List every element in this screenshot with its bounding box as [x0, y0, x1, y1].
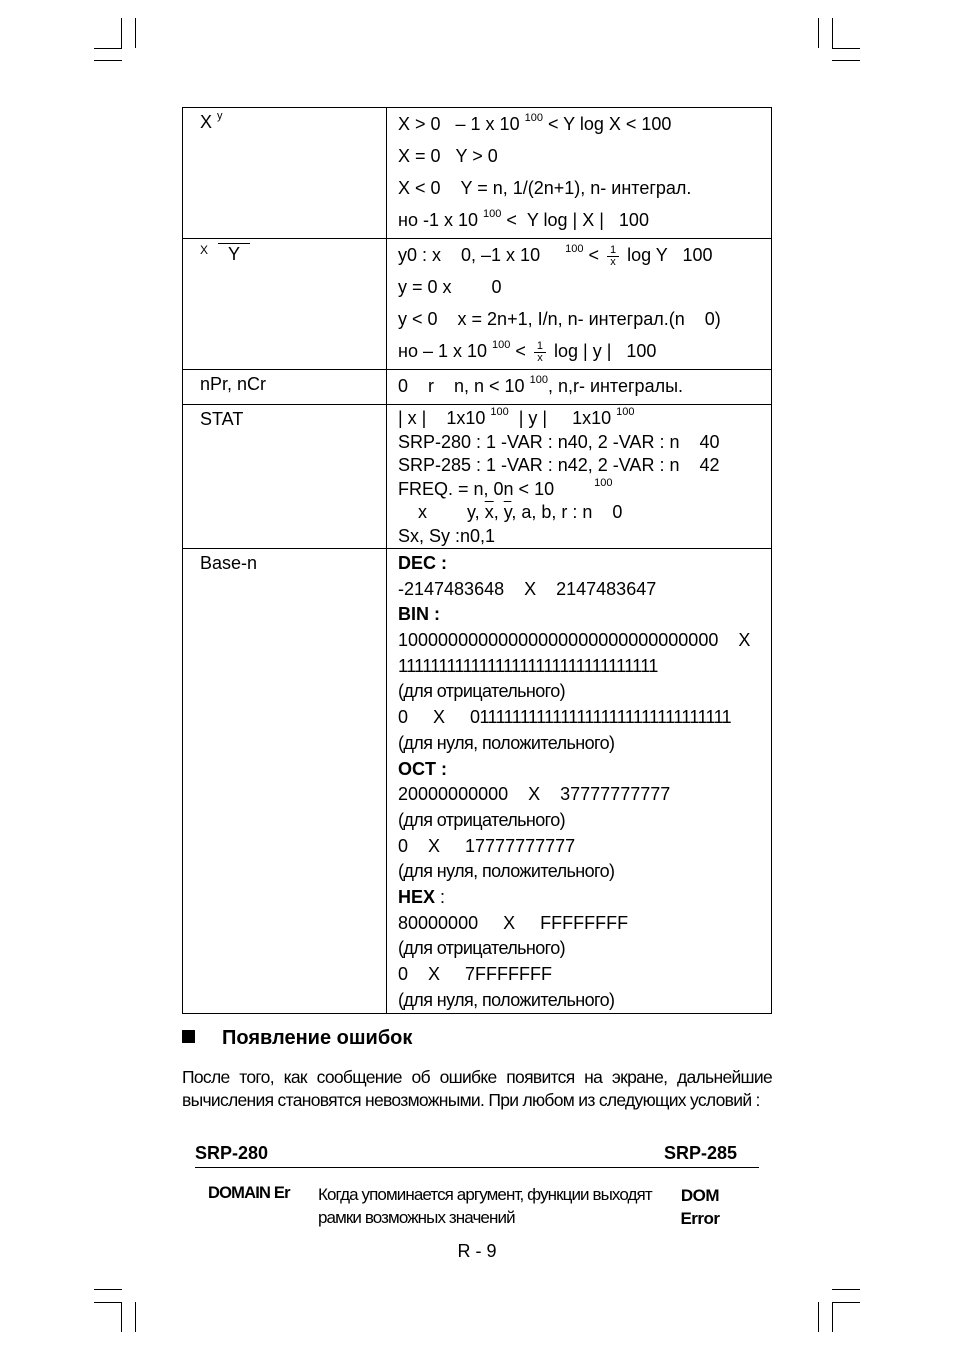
range-line: 80000000 X FFFFFFFF — [398, 912, 629, 933]
range-line: SRP-285 : 1 -VAR : n42, 2 -VAR : n 42 — [398, 455, 720, 475]
range-line: SRP-280 : 1 -VAR : n40, 2 -VAR : n 40 — [398, 431, 720, 452]
function-name-cell: $^X$ Y — [183, 239, 387, 370]
error-code-srp280: DOMAIN Er — [208, 1184, 290, 1202]
page-number: R - 9 — [457, 1241, 497, 1261]
range-line: X < 0 Y = n, 1/(2n+1), n- интеграл. — [398, 178, 692, 198]
range-line: FREQ. = n, 0n < 10 $^{100}$ — [398, 476, 613, 499]
function-name-cell: X $^y$ — [183, 108, 387, 239]
crop-mark — [832, 1289, 860, 1290]
table-row — [183, 549, 772, 1014]
error-table-header — [195, 1143, 759, 1168]
range-cell — [387, 405, 772, 549]
crop-mark — [94, 60, 122, 61]
crop-mark — [832, 48, 860, 49]
range-cell — [387, 370, 772, 405]
section-heading — [182, 1027, 412, 1050]
range-line: 11111111111111111111111111111111 — [398, 655, 658, 676]
range-line: -2147483648 X 2147483647 — [398, 578, 657, 599]
range-line: BIN : — [398, 604, 440, 625]
range-line: HEX : — [398, 886, 446, 907]
range-line: y = 0 x 0 — [398, 277, 502, 297]
crop-mark — [818, 1302, 819, 1332]
crop-mark — [832, 60, 860, 61]
crop-mark — [832, 18, 833, 48]
table-row — [183, 370, 772, 405]
table-row — [183, 239, 772, 370]
range-line: но – 1 x 10 $^{100}$ < $\frac{1}{x}$ log | y | 100 — [398, 339, 657, 364]
column-srp-280: SRP-280 — [195, 1143, 269, 1163]
crop-mark — [94, 1302, 122, 1303]
function-name-cell: STAT — [183, 405, 387, 549]
range-cell — [387, 108, 772, 239]
range-line: OCT : — [398, 758, 447, 779]
table-row — [183, 405, 772, 549]
crop-mark — [121, 1302, 122, 1332]
crop-mark — [94, 48, 122, 49]
range-line: y0 : x 0, –1 x 10 $^{100}$ < $\frac{1}{x}$ log Y 100 — [398, 243, 713, 268]
range-line: 10000000000000000000000000000000 X — [398, 630, 751, 651]
section-paragraph: После того, как сообщение об ошибке появится на экране, дальнейшие вычисления становятся невозможными. При любом из следующих условий : — [182, 1067, 772, 1110]
range-line: | x | 1x10 $^{100}$ | y | 1x10 $^{100}$ — [398, 406, 635, 428]
range-line: (для нуля, положительного) — [398, 861, 615, 882]
range-line: 20000000000 X 37777777777 — [398, 784, 671, 805]
range-line: (для отрицательного) — [398, 681, 566, 702]
crop-mark — [121, 18, 122, 48]
range-line: (для отрицательного) — [398, 938, 566, 959]
range-cell — [387, 549, 772, 1014]
crop-mark — [94, 1289, 122, 1290]
range-line: X > 0 – 1 x 10 $^{100}$ < Y log X < 100 — [398, 112, 672, 134]
range-line: 0 X 01111111111111111111111111111111 — [398, 707, 732, 728]
column-srp-285: SRP-285 — [663, 1143, 737, 1163]
range-line: y < 0 x = 2n+1, I/n, n- интеграл.(n 0) — [398, 309, 721, 329]
range-line: 0 r n, n < 10 $^{100}$, n,r- интегралы. — [398, 374, 684, 396]
range-line: (для отрицательного) — [398, 809, 566, 830]
function-range-table — [182, 107, 772, 1014]
crop-mark — [832, 1302, 833, 1332]
crop-mark — [832, 1302, 860, 1303]
section-title: Появление ошибок — [222, 1027, 413, 1049]
error-code-line: Error — [680, 1209, 720, 1228]
range-line: x y, $\overline{x}$, $\overline{y}$, a, b, r : n 0 — [398, 502, 623, 522]
range-line: X = 0 Y > 0 — [398, 146, 498, 166]
function-name-cell: Base-n — [183, 549, 387, 1014]
range-line: 0 X 7FFFFFFF — [398, 964, 553, 984]
range-line: DEC : — [398, 553, 447, 573]
range-line: 0 X 17777777777 — [398, 835, 576, 856]
range-line: (для нуля, положительного) — [398, 732, 615, 753]
error-code-srp285 — [660, 1184, 740, 1230]
crop-mark — [135, 1302, 136, 1332]
range-cell — [387, 239, 772, 370]
crop-mark — [135, 18, 136, 48]
bullet-square-icon — [182, 1030, 195, 1043]
table-row — [183, 108, 772, 239]
range-line: но -1 x 10 $^{100}$ < Y log | X | 100 — [398, 208, 649, 230]
function-name-cell: nPr, nCr — [183, 370, 387, 405]
crop-mark — [818, 18, 819, 48]
error-code-line: DOM — [680, 1186, 720, 1205]
error-description: Когда упоминается аргумент, функции выходят рамки возможных значений — [318, 1185, 652, 1227]
range-line: (для нуля, положительного) — [398, 989, 615, 1010]
range-line: Sx, Sy :n0,1 — [398, 525, 496, 546]
